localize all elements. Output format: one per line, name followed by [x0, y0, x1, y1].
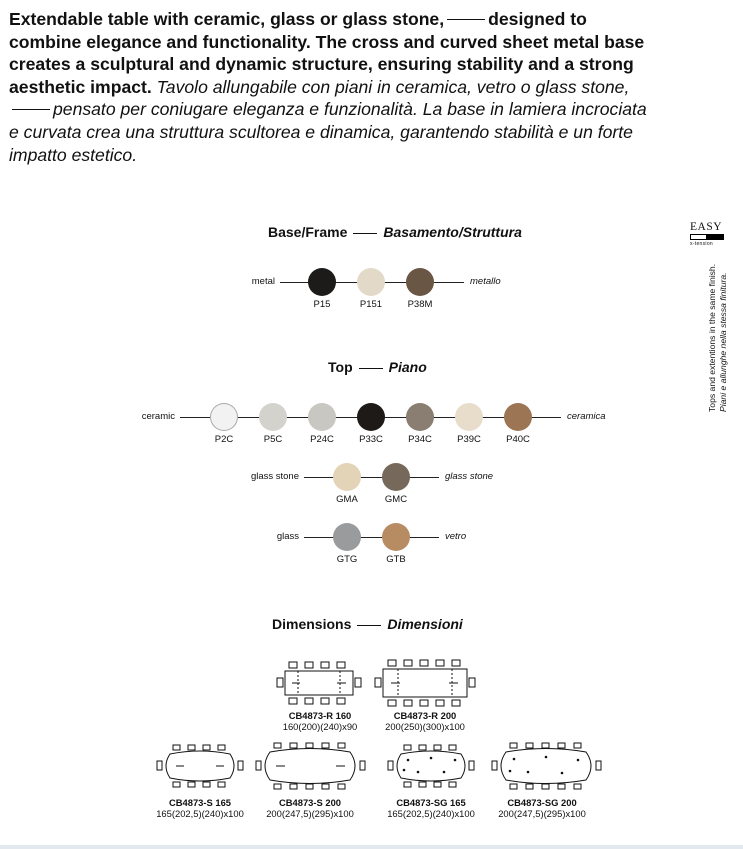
swatch-row-label-it: metallo [470, 276, 501, 287]
side-text-it: Piani e allunghe nella stessa finitura. [718, 272, 728, 412]
dim-model: CB4873-S 200 [278, 797, 342, 808]
top-heading-en: Top [328, 359, 353, 375]
finish-swatch-gma[interactable] [333, 463, 361, 491]
finish-swatch-p38m[interactable] [406, 268, 434, 296]
finish-swatch-p5c[interactable] [259, 403, 287, 431]
table-drawing-r200 [375, 660, 475, 706]
dim-sg200 [492, 797, 592, 819]
top-heading-it: Piano [388, 359, 427, 375]
dim-model: CB4873-R 160 [288, 710, 352, 721]
finish-code: P33C [359, 434, 383, 445]
dim-model: CB4873-S 165 [168, 797, 232, 808]
finish-swatch-p39c[interactable] [455, 403, 483, 431]
swatch-row-line [304, 477, 439, 478]
dimensions-heading-en: Dimensions [272, 616, 352, 632]
finish-swatch-p34c[interactable] [406, 403, 434, 431]
swatch-row-label-en: ceramic [141, 411, 175, 422]
finish-code: P2C [214, 434, 234, 445]
dim-size: 165(202,5)(240)x100 [156, 808, 244, 819]
intro-paragraph [9, 8, 649, 166]
finish-code: GTB [386, 554, 406, 565]
finish-code: P39C [457, 434, 481, 445]
dim-size: 200(247,5)(295)x100 [266, 808, 354, 819]
finish-swatch-p40c[interactable] [504, 403, 532, 431]
dim-size: 165(202,5)(240)x100 [387, 808, 475, 819]
table-drawing-sg165 [388, 745, 474, 787]
swatch-row-label-it: glass stone [445, 471, 494, 482]
finish-swatch-p151[interactable] [357, 268, 385, 296]
table-drawing-s200 [256, 743, 365, 789]
finish-swatch-gtg[interactable] [333, 523, 361, 551]
dim-model: CB4873-SG 200 [507, 797, 577, 808]
dim-model: CB4873-R 200 [393, 710, 457, 721]
intro-dash [447, 19, 485, 20]
dim-sg165 [381, 797, 481, 819]
finish-swatch-p2c[interactable] [210, 403, 238, 431]
finish-code: P5C [263, 434, 283, 445]
intro-en-part1: Extendable table with ceramic, glass or glass stone, [9, 9, 445, 29]
finish-swatch-p15[interactable] [308, 268, 336, 296]
intro-en-part2: designed to combine elegance and functionality. The cross and curved sheet metal base creates a sculptural and dynamic structure, ensuring stability and a strong aesthetic impact. [9, 9, 645, 97]
base-heading-en: Base/Frame [268, 224, 348, 240]
easy-logo: EASY [690, 221, 723, 233]
base-heading [268, 224, 522, 240]
dimensions-heading [272, 616, 463, 632]
easy-logo-sub: x-tension [690, 241, 713, 247]
side-text-en: Tops and extentions in the same finish. [707, 263, 717, 412]
dim-model: CB4873-SG 165 [396, 797, 466, 808]
swatch-row-label-en: metal [251, 276, 275, 287]
base-heading-it: Basamento/Struttura [383, 224, 522, 240]
dim-size: 200(247,5)(295)x100 [498, 808, 586, 819]
dim-r200 [375, 710, 475, 732]
finish-swatch-gmc[interactable] [382, 463, 410, 491]
finish-code: GMC [384, 494, 408, 505]
top-heading [328, 359, 427, 375]
easy-logo-bar [690, 234, 724, 240]
intro-it-part2: pensato per coniugare eleganza e funzionalità. La base in lamiera incrociata e curvata crea una struttura scultorea e dinamica, garantendo stabilità e un forte impatto estetico. [9, 99, 647, 165]
finish-code: P40C [506, 434, 530, 445]
finish-code: GTG [336, 554, 358, 565]
swatch-row-line [304, 537, 439, 538]
finish-code: P34C [408, 434, 432, 445]
finish-swatch-p33c[interactable] [357, 403, 385, 431]
finish-code: P24C [310, 434, 334, 445]
intro-it-part1: Tavolo allungabile con piani in ceramica, vetro o glass stone, [156, 76, 630, 97]
swatch-row-label-en: glass [276, 531, 299, 542]
finish-swatch-p24c[interactable] [308, 403, 336, 431]
dim-s165 [150, 797, 250, 819]
dimensions-heading-it: Dimensioni [387, 616, 463, 632]
table-drawing-s165 [157, 745, 243, 787]
dim-size: 200(250)(300)x100 [385, 721, 465, 732]
finish-code: P38M [407, 299, 433, 310]
swatch-row-label-it: vetro [445, 531, 467, 542]
swatch-row-label-en: glass stone [250, 471, 299, 482]
dim-size: 160(200)(240)x90 [282, 721, 358, 732]
finish-code: P151 [359, 299, 383, 310]
finish-code: GMA [336, 494, 358, 505]
finish-code: P15 [313, 299, 331, 310]
dim-r160 [270, 710, 370, 732]
swatch-row-label-it: ceramica [567, 411, 606, 422]
bottom-rule [0, 845, 743, 849]
intro-dash [12, 109, 50, 110]
table-drawing-r160 [277, 662, 361, 704]
dim-s200 [260, 797, 360, 819]
finish-swatch-gtb[interactable] [382, 523, 410, 551]
table-drawing-sg200 [492, 743, 601, 789]
